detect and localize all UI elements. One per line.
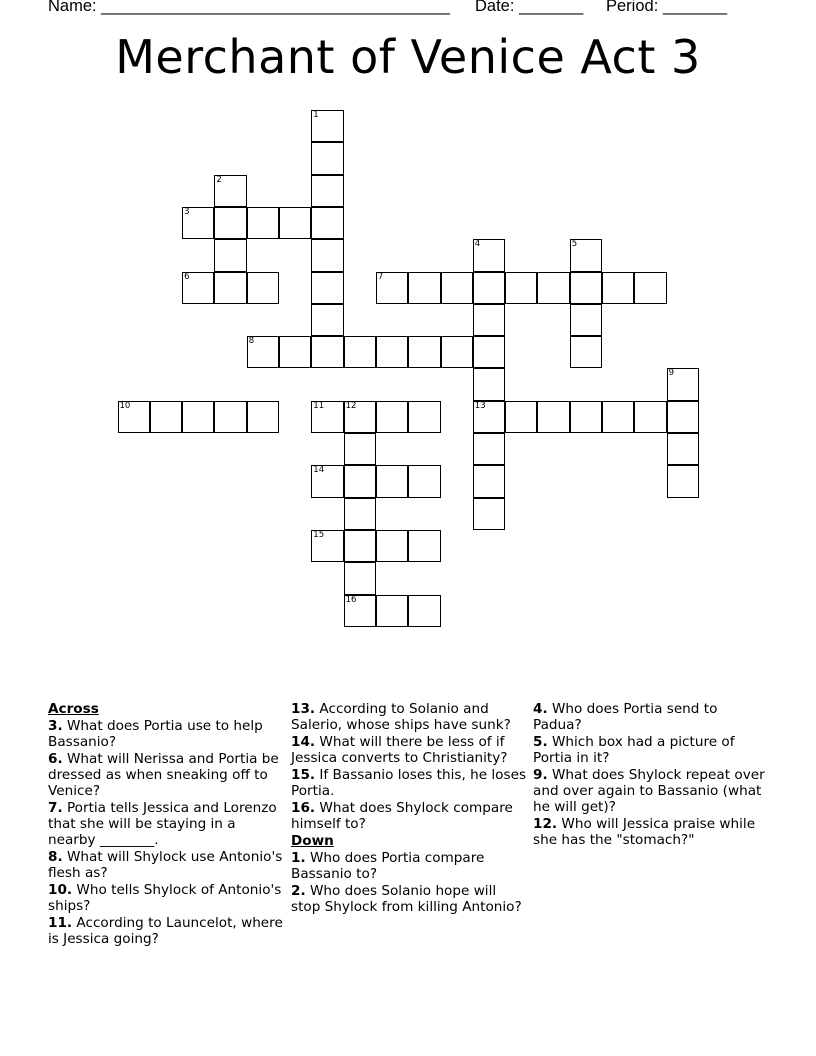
grid-cell[interactable] [279, 207, 311, 239]
grid-cell[interactable] [214, 207, 246, 239]
clue-across-11: 11. According to Launcelot, where is Jessica going? [48, 915, 283, 947]
grid-cell[interactable] [214, 401, 246, 433]
page-title: Merchant of Venice Act 3 [115, 30, 701, 84]
grid-cell[interactable] [311, 530, 343, 562]
grid-cell[interactable] [473, 401, 505, 433]
grid-cell[interactable] [150, 401, 182, 433]
grid-cell[interactable] [473, 336, 505, 368]
clue-number: 6 [184, 271, 190, 282]
clue-across-16: 16. What does Shylock compare himself to? [291, 800, 513, 832]
grid-cell[interactable] [667, 465, 699, 497]
grid-cell[interactable] [441, 336, 473, 368]
grid-cell[interactable] [376, 595, 408, 627]
grid-cell[interactable] [376, 272, 408, 304]
clue-number: 4 [474, 239, 481, 250]
grid-cell[interactable] [214, 175, 246, 207]
clue-number: 13 [474, 400, 486, 411]
grid-cell[interactable] [570, 336, 602, 368]
grid-cell[interactable] [408, 336, 440, 368]
clue-across-15: 15. If Bassanio loses this, he loses Portia. [291, 767, 527, 799]
grid-cell[interactable] [247, 336, 279, 368]
grid-cell[interactable] [634, 401, 666, 433]
grid-cell[interactable] [473, 465, 505, 497]
clue-number: 14 [313, 465, 325, 476]
clue-down-9: 9. What does Shylock repeat over and over again to Bassanio (what he will get)? [533, 767, 765, 815]
grid-cell[interactable] [570, 401, 602, 433]
clue-number: 11 [313, 400, 325, 411]
clue-across-10: 10. Who tells Shylock of Antonio's ships? [48, 882, 282, 914]
grid-cell[interactable] [441, 272, 473, 304]
clue-number: 9 [668, 368, 675, 379]
clue-number: 1 [313, 110, 319, 120]
grid-cell[interactable] [311, 110, 343, 142]
grid-cell[interactable] [344, 336, 376, 368]
grid-cell[interactable] [537, 401, 569, 433]
grid-cell[interactable] [537, 272, 569, 304]
clue-number: 16 [345, 594, 357, 605]
clue-across-8: 8. What will Shylock use Antonio's flesh as? [48, 849, 283, 881]
clue-across-14: 14. What will there be less of if Jessica converts to Christianity? [291, 734, 508, 766]
clues-column-2 [291, 701, 527, 916]
clue-across-3: 3. What does Portia use to help Bassanio? [48, 718, 263, 750]
grid-cell[interactable] [376, 401, 408, 433]
clue-number: 2 [216, 174, 222, 185]
grid-cell[interactable] [214, 239, 246, 271]
grid-cell[interactable] [311, 401, 343, 433]
clue-down-5: 5. Which box had a picture of Portia in it? [533, 734, 735, 766]
grid-cell[interactable] [667, 433, 699, 465]
clue-down-12: 12. Who will Jessica praise while she has the "stomach?" [533, 816, 756, 848]
clue-number: 10 [119, 400, 131, 411]
grid-cell[interactable] [311, 207, 343, 239]
grid-cell[interactable] [408, 595, 440, 627]
grid-cell[interactable] [570, 239, 602, 271]
clue-number: 5 [571, 239, 578, 250]
clue-across-6: 6. What will Nerissa and Portia be dressed as when sneaking off to Venice? [48, 751, 279, 799]
grid-cell[interactable] [602, 272, 634, 304]
grid-cell[interactable] [473, 433, 505, 465]
grid-cell[interactable] [473, 239, 505, 271]
grid-cell[interactable] [505, 401, 537, 433]
grid-cell[interactable] [376, 530, 408, 562]
grid-cell[interactable] [311, 336, 343, 368]
grid-cell[interactable] [247, 207, 279, 239]
date-field-label[interactable]: Date: _______ [475, 0, 584, 15]
name-field-label[interactable]: Name: ______________________________________ [48, 0, 450, 15]
clue-down-4: 4. Who does Portia send to Padua? [533, 701, 718, 733]
clues-column-1 [48, 701, 284, 948]
across-heading: Across [48, 701, 99, 717]
clue-number: 15 [313, 529, 325, 540]
clue-down-2: 2. Who does Solanio hope will stop Shylock from killing Antonio? [291, 883, 522, 915]
grid-cell[interactable] [214, 272, 246, 304]
grid-cell[interactable] [311, 239, 343, 271]
clue-number: 8 [248, 336, 255, 347]
grid-cell[interactable] [602, 401, 634, 433]
grid-cell[interactable] [473, 304, 505, 336]
clue-number: 3 [184, 206, 190, 217]
clue-across-7: 7. Portia tells Jessica and Lorenzo that she will be staying in a nearby ________. [48, 800, 277, 848]
grid-cell[interactable] [311, 465, 343, 497]
grid-cell[interactable] [473, 272, 505, 304]
grid-cell[interactable] [247, 272, 279, 304]
grid-cell[interactable] [376, 465, 408, 497]
grid-cell[interactable] [344, 498, 376, 530]
grid-cell[interactable] [570, 304, 602, 336]
grid-cell[interactable] [473, 498, 505, 530]
grid-cell[interactable] [279, 336, 311, 368]
grid-cell[interactable] [182, 401, 214, 433]
grid-cell[interactable] [376, 336, 408, 368]
grid-cell[interactable] [505, 272, 537, 304]
period-field-label[interactable]: Period: _______ [606, 0, 728, 15]
grid-cell[interactable] [570, 272, 602, 304]
grid-cell[interactable] [408, 530, 440, 562]
grid-cell[interactable] [118, 401, 150, 433]
grid-cell[interactable] [473, 368, 505, 400]
grid-cell[interactable] [344, 401, 376, 433]
grid-cell[interactable] [311, 272, 343, 304]
grid-cell[interactable] [311, 304, 343, 336]
clue-number: 7 [377, 271, 384, 282]
grid-cell[interactable] [344, 433, 376, 465]
grid-cell[interactable] [344, 562, 376, 594]
grid-cell[interactable] [311, 142, 343, 174]
grid-cell[interactable] [182, 207, 214, 239]
grid-cell[interactable] [311, 175, 343, 207]
grid-cell[interactable] [667, 401, 699, 433]
grid-cell[interactable] [247, 401, 279, 433]
grid-cell[interactable] [408, 401, 440, 433]
grid-cell[interactable] [408, 465, 440, 497]
grid-cell[interactable] [182, 272, 214, 304]
grid-cell[interactable] [634, 272, 666, 304]
grid-cell[interactable] [344, 530, 376, 562]
grid-cell[interactable] [344, 595, 376, 627]
down-heading: Down [291, 833, 334, 849]
clue-across-13: 13. According to Solanio and Salerio, whose ships have sunk? [291, 701, 511, 733]
grid-cell[interactable] [408, 272, 440, 304]
clue-down-1: 1. Who does Portia compare Bassanio to? [291, 850, 485, 882]
clues-column-3 [533, 701, 769, 849]
grid-cell[interactable] [344, 465, 376, 497]
grid-cell[interactable] [667, 368, 699, 400]
clue-number: 12 [345, 400, 357, 411]
